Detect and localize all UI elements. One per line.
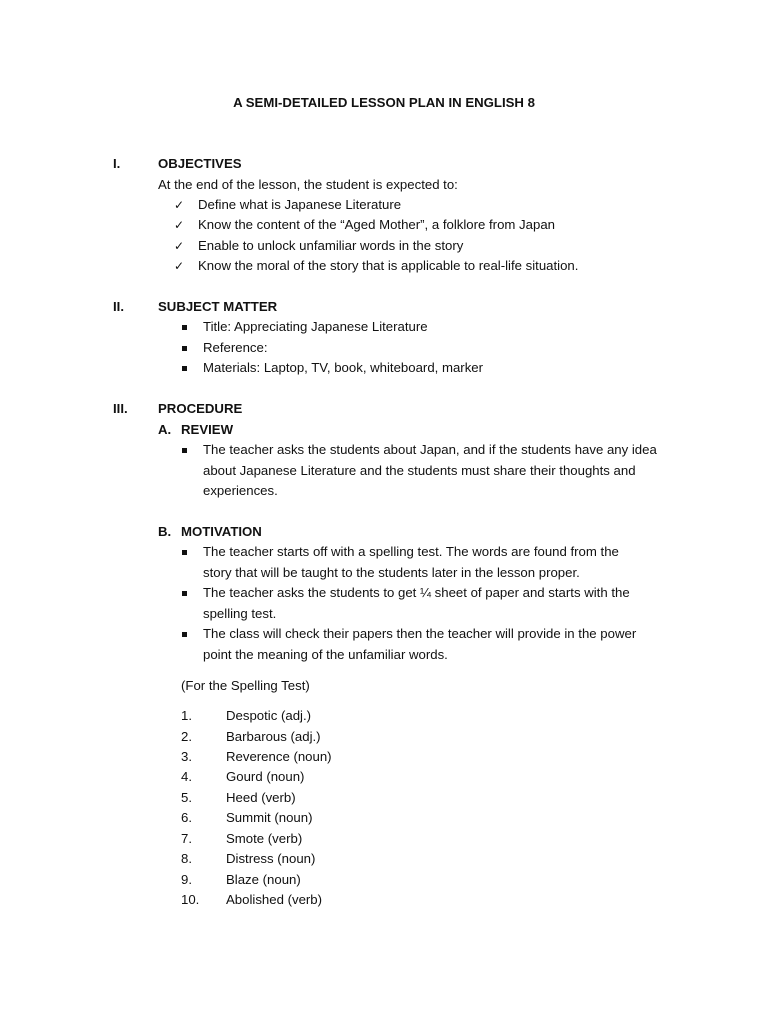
- subsection-heading: REVIEW: [181, 422, 234, 437]
- checkmark-icon: ✓: [174, 239, 185, 253]
- bullet-icon: [182, 448, 187, 453]
- bullet-icon: [182, 366, 187, 371]
- section-heading: SUBJECT MATTER: [158, 299, 278, 314]
- spelling-test-note: (For the Spelling Test): [181, 678, 310, 693]
- checkmark-icon: ✓: [174, 198, 185, 212]
- subsection-heading: MOTIVATION: [181, 524, 262, 539]
- bullet-icon: [182, 346, 187, 351]
- checkmark-icon: ✓: [174, 218, 185, 232]
- bullet-icon: [182, 591, 187, 596]
- section-heading: PROCEDURE: [158, 401, 243, 416]
- document-title: A SEMI-DETAILED LESSON PLAN IN ENGLISH 8: [233, 95, 535, 110]
- checkmark-icon: ✓: [174, 259, 185, 273]
- subsection-letter: A.: [158, 422, 172, 437]
- bullet-icon: [182, 632, 187, 637]
- section-numeral: III.: [113, 401, 128, 416]
- bullet-icon: [182, 325, 187, 330]
- section-numeral: I.: [113, 156, 121, 171]
- section-numeral: II.: [113, 299, 124, 314]
- bullet-icon: [182, 550, 187, 555]
- document-page: A SEMI-DETAILED LESSON PLAN IN ENGLISH 8 I. OBJECTIVES At the end of the lesson, the student is expected to: ✓ Define what is Japanese Literature ✓ Know the content of the “Aged Mother”, a folklore from Japan ✓ Enable to unlock unfamiliar words in the story ✓ Know the moral of the story that is applicable to real-life situation. II. SUBJECT MATTER Title: Appreciating Japanese Literature Reference: Materials: Laptop, TV, book, whiteboard, marker III. PROCEDURE A. REVIEW The teacher asks the students about Japan, and if the students have any idea about Japanese Literature and the students must share their thoughts and experiences. B. MOTIVATION The teacher starts off with a spelling test. The words are found from the story that will be taught to the students later in the lesson proper. The teacher asks the students to get ¼ sheet of paper and starts with the spelling test. The class will check their papers then the teacher will provide in the power point the meaning of the unfamiliar words. (For the Spelling Test) 1. Despotic (adj.) 2. Barbarous (adj.) 3. Reverence (noun) 4. Gourd (noun) 5. Heed (verb) 6. Summit (noun) 7. Smote (verb) 8. Distress (noun) 9. Blaze (noun) 10. Abolished (verb): [0, 0, 768, 1024]
- section-heading: OBJECTIVES: [158, 156, 242, 171]
- objectives-intro: At the end of the lesson, the student is expected to:: [158, 177, 458, 192]
- subsection-letter: B.: [158, 524, 172, 539]
